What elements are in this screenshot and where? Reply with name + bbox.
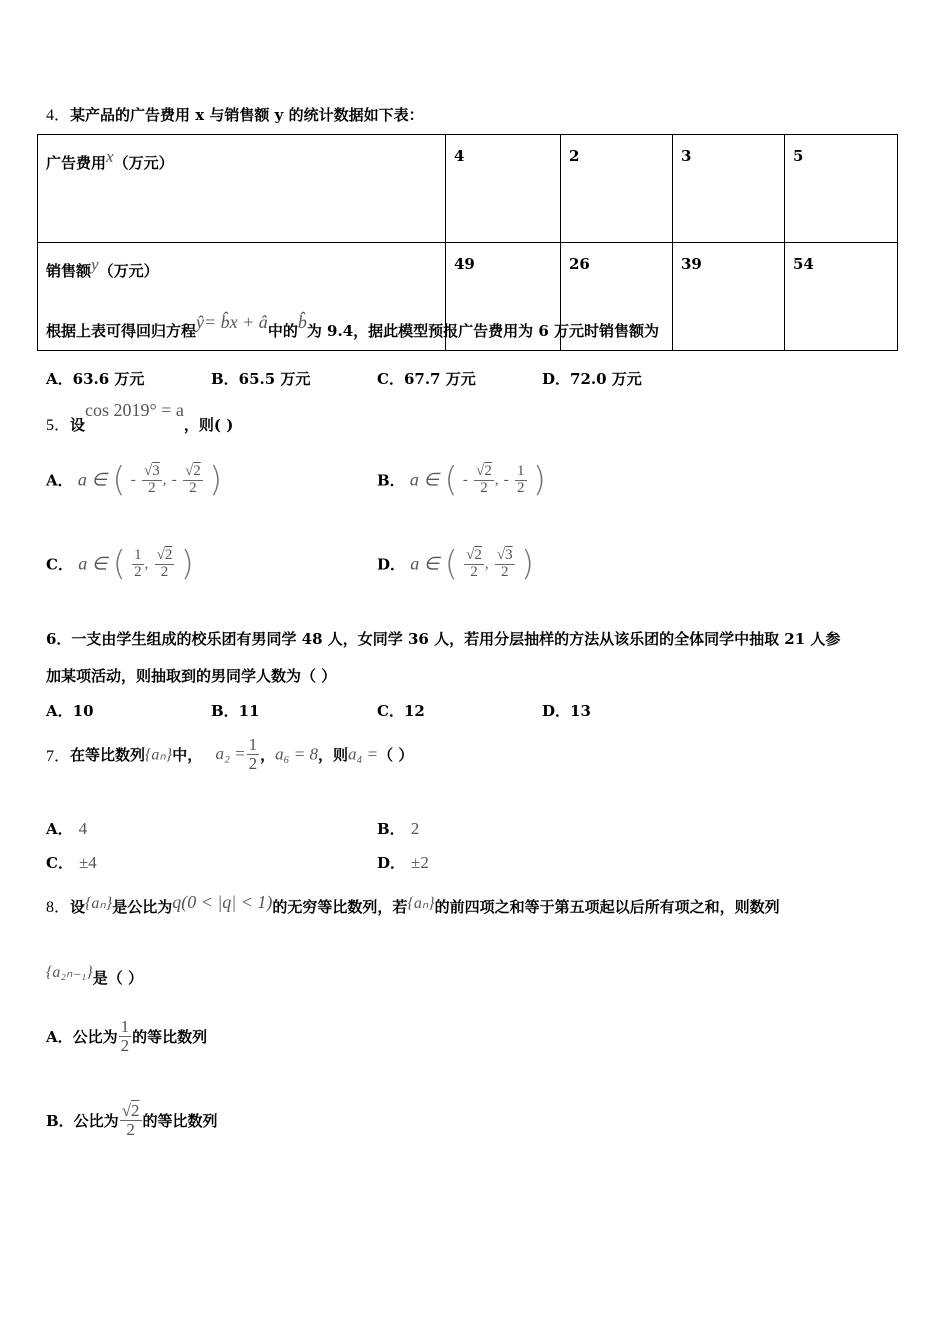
q7-option-b[interactable]: B． 2 <box>377 819 420 838</box>
q5-option-d[interactable]: D． a ∈ ( $\frac{√2}{2}$ , $\frac{√3}{2}$ ) <box>377 544 535 584</box>
table-row <box>38 135 898 243</box>
q7-option-d[interactable]: D． ±2 <box>377 853 429 872</box>
q6-option-c[interactable]: C．12 <box>377 702 425 720</box>
x-value: 4 <box>446 135 561 243</box>
y-value: 26 <box>561 243 673 351</box>
x-value: 2 <box>561 135 673 243</box>
y-value: 49 <box>446 243 561 351</box>
q4-option-c[interactable]: C．67.7 万元 <box>377 370 476 388</box>
q5-stem: 5．设cos 2019° = a，则( ) <box>46 400 234 434</box>
q5-option-a[interactable]: A． a ∈ ( - $\frac{√3}{2}$ , - $\frac{√2}{2}$ ) <box>46 460 223 500</box>
q7-stem: 7．在等比数列{aₙ}中， a₂ = $\frac{1}{2}$ ，a₆ = 8，则a₄ =（ ） <box>46 735 414 773</box>
q5-option-c[interactable]: C． a ∈ ( $\frac{1}{2}$ , $\frac{√2}{2}$ ) <box>46 544 194 584</box>
q8-stem: 8．设{aₙ}是公比为q(0 < |q| < 1)的无穷等比数列，若{aₙ}的前四项之和等于第五项起以后所有项之和，则数列 <box>46 892 780 916</box>
row-label-sales: 销售额$^y$（万元） <box>38 243 446 351</box>
q6-option-a[interactable]: A．10 <box>46 702 94 720</box>
q4-option-d[interactable]: D．72.0 万元 <box>542 370 642 388</box>
q4-option-b[interactable]: B．65.5 万元 <box>211 370 311 388</box>
paren-right: ) <box>520 544 535 584</box>
q6-stem-line1: 6．一支由学生组成的校乐团有男同学 48 人，女同学 36 人，若用分层抽样的方法从该乐团的全体同学中抽取 21 人参 <box>46 630 841 648</box>
q6-option-b[interactable]: B．11 <box>211 702 260 720</box>
q5-option-b[interactable]: B． a ∈ ( - $\frac{√2}{2}$ , - $\frac{1}{2}$ ) <box>377 460 547 500</box>
q6-option-d[interactable]: D．13 <box>542 702 591 720</box>
row-label-ad-cost: 广告费用$^x$（万元） <box>38 135 446 243</box>
paren-left: ( <box>444 544 458 584</box>
q8-option-b[interactable]: B．公比为 $\frac{√2}{2}$ 的等比数列 <box>46 1101 218 1139</box>
paren-left: ( <box>112 460 126 500</box>
q8-option-a[interactable]: A．公比为 $\frac{1}{2}$ 的等比数列 <box>46 1017 208 1055</box>
q4-stem: 4．某产品的广告费用 x 与销售额 y 的统计数据如下表： <box>46 106 424 124</box>
q7-option-a[interactable]: A． 4 <box>46 819 88 838</box>
q8-stem-line2: {a₂ₙ₋₁}是（ ） <box>46 964 143 987</box>
x-value: 3 <box>673 135 785 243</box>
q4-regression-line: 根据上表可得回归方程ŷ= b̂x + â中的b̂为 9.4，据此模型预报广告费用为 6 万元时销售额为 <box>46 312 660 340</box>
paren-left: ( <box>444 460 458 500</box>
x-value: 5 <box>785 135 898 243</box>
paren-right: ) <box>180 544 194 584</box>
q4-option-a[interactable]: A．63.6 万元 <box>46 370 145 388</box>
q6-stem-line2: 加某项活动，则抽取到的男同学人数为（ ） <box>46 667 337 685</box>
q7-option-c[interactable]: C． ±4 <box>46 853 97 872</box>
paren-right: ) <box>532 460 547 500</box>
paren-left: ( <box>112 544 126 584</box>
paren-right: ) <box>208 460 223 500</box>
y-value: 39 <box>673 243 785 351</box>
y-value: 54 <box>785 243 898 351</box>
